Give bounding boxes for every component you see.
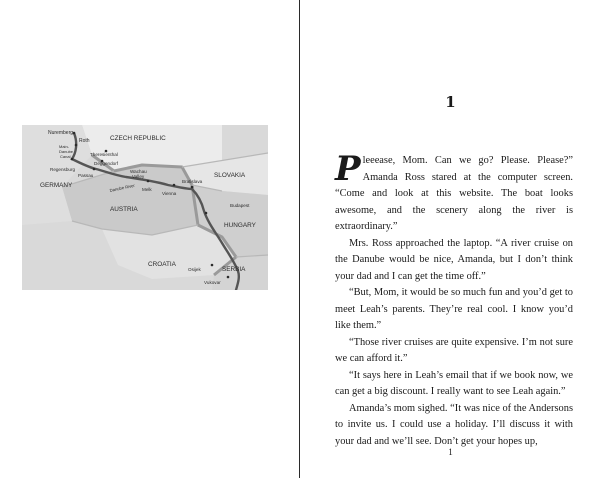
label-czech-republic: CZECH REPUBLIC [110, 135, 166, 142]
page-number: 1 [448, 447, 453, 457]
paragraph: Mrs. Ross approached the laptop. “A river cruise on the Danube would be nice, Amanda, but I don’t think your dad and I can get the time off.” [335, 237, 573, 282]
danube-map [22, 125, 268, 290]
label-melk: Melk [142, 187, 152, 192]
label-croatia: CROATIA [148, 261, 176, 268]
label-serbia: SERBIA [222, 266, 246, 273]
label-budapest: Budapest [230, 203, 250, 208]
chapter-number: 1 [445, 93, 456, 111]
label-canal-2: Danube [59, 149, 74, 154]
label-bratislava: Bratislava [182, 179, 203, 184]
label-nuremberg: Nuremberg [48, 130, 74, 136]
label-hungary: HUNGARY [224, 222, 256, 229]
map-graphic [22, 125, 268, 290]
label-austria: AUSTRIA [110, 206, 138, 213]
paragraph-text: leeease, Mom. Can we go? Please. Please?” Amanda Ross stared at the computer screen. “Come and look at this website. The boat looks awesome, and the scenery along the river is extraordinary.” [335, 155, 573, 232]
label-roth: Roth [79, 138, 90, 144]
right-page [301, 0, 600, 478]
label-canal-1: Main- [59, 144, 70, 149]
label-wachau-2: Valley [132, 174, 145, 179]
label-theresienthal: Theresienthal [90, 152, 118, 157]
paragraph: Amanda’s mom sighed. “It was nice of the Andersons to invite us. I could use a holiday. I’ll discuss it with your dad and we’ll see. Don’t get your hopes up, [335, 402, 573, 447]
chapter-text [335, 149, 573, 450]
paragraph: “Those river cruises are quite expensive. I’m not sure we can afford it.” [335, 336, 573, 364]
label-osijek: Osijek [188, 267, 201, 272]
drop-cap: P [335, 149, 361, 189]
paragraph [335, 149, 573, 236]
label-regensburg: Regensburg [50, 167, 76, 172]
page-gutter [299, 0, 300, 478]
label-deggendorf: Deggendorf [94, 161, 119, 166]
paragraph: “But, Mom, it would be so much fun and you’d get to meet Leah’s parents. They’re real cool. I know you’d like them.” [335, 287, 573, 331]
label-germany: GERMANY [40, 182, 73, 189]
label-danube-river: Danube River [109, 182, 136, 193]
label-vukovar: Vukovar [204, 280, 221, 285]
label-slovakia: SLOVAKIA [214, 172, 246, 179]
paragraph: “It says here in Leah’s email that if we book now, we can get a big discount. I really want to see Leah again.” [335, 369, 573, 397]
label-passau: Passau [78, 173, 94, 178]
label-wachau-1: Wachau [130, 169, 147, 174]
label-vienna: Vienna [162, 191, 177, 196]
label-canal-3: Canal [60, 154, 71, 159]
